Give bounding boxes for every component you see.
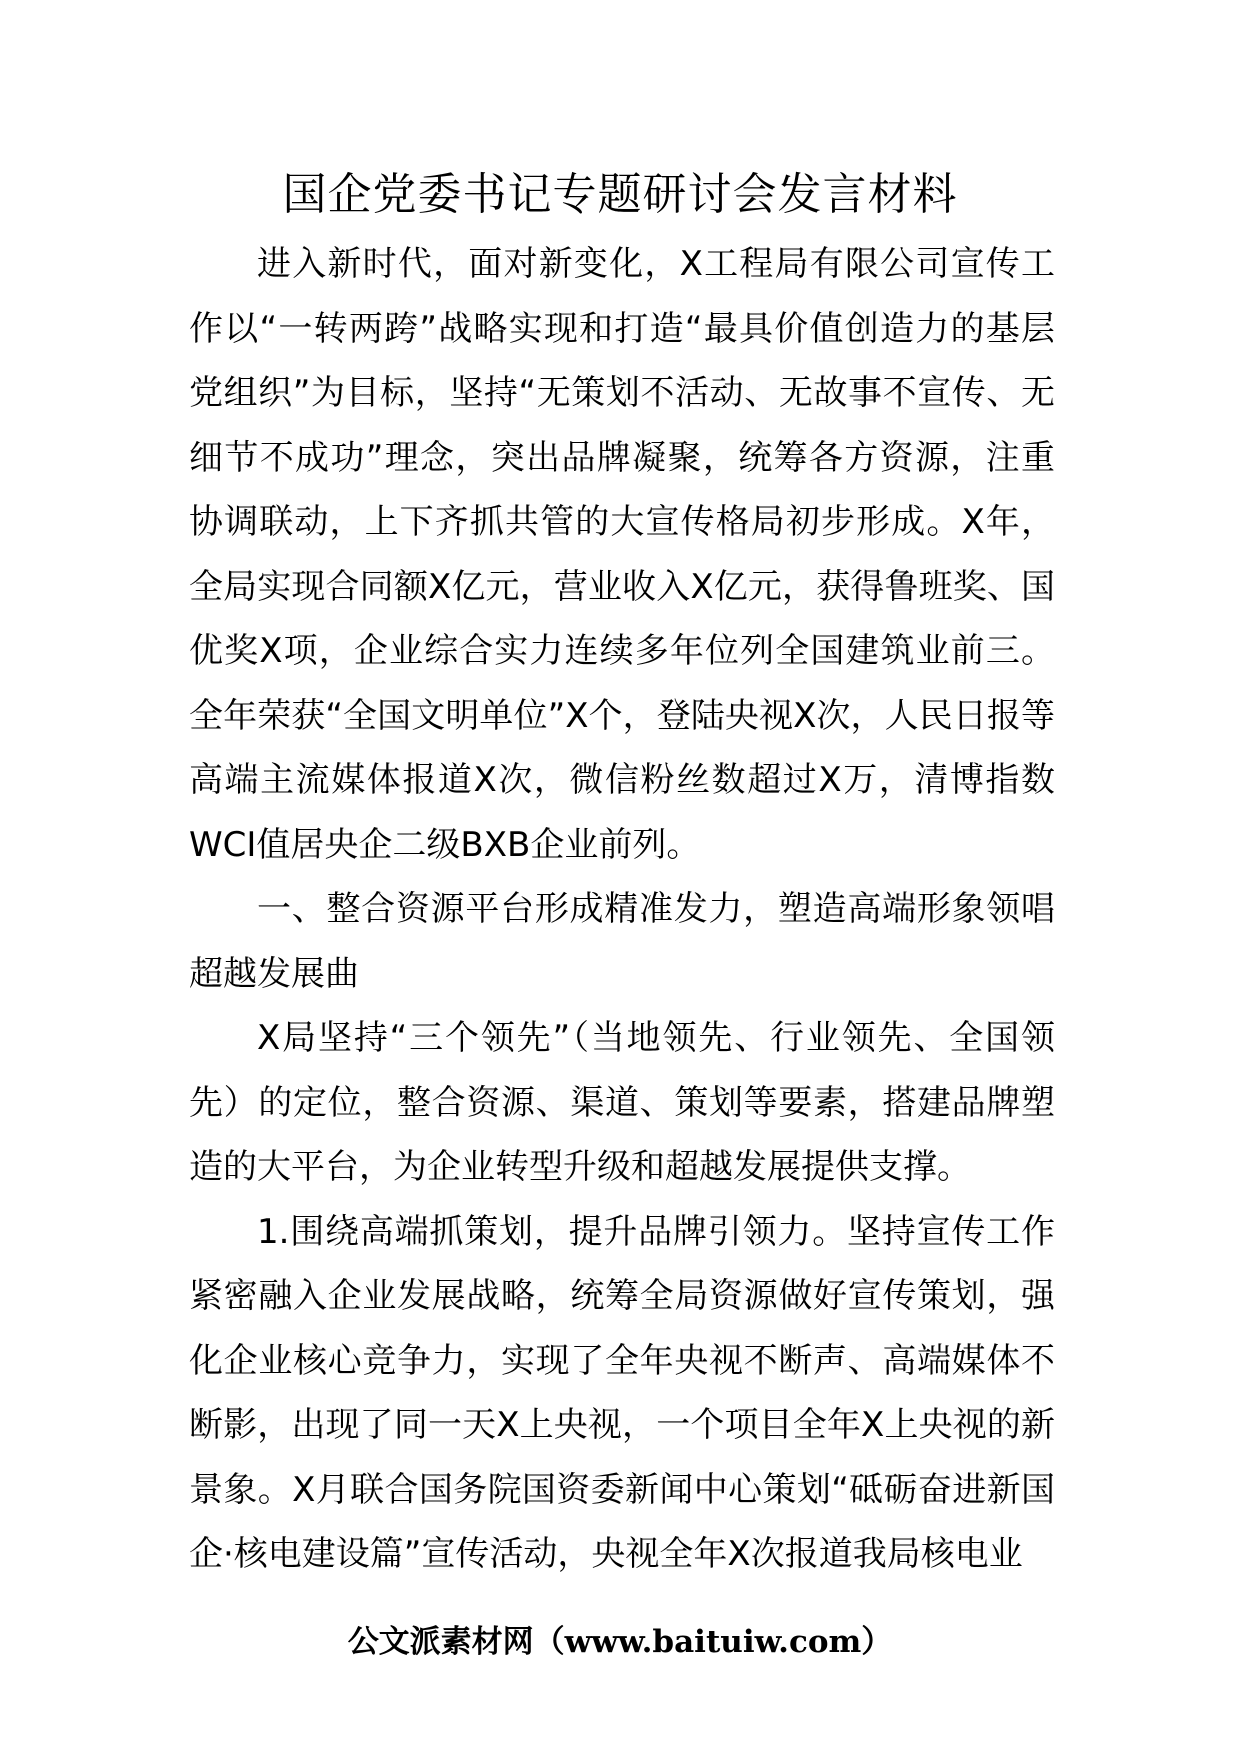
document-title: 国企党委书记专题研讨会发言材料 (282, 169, 958, 220)
document-body (189, 232, 1055, 1587)
paragraph-item-1: 1.围绕高端抓策划，提升品牌引领力。坚持宣传工作紧密融入企业发展战略，统筹全局资源做好宣传策划，强化企业核心竞争力，实现了全年央视不断声、高端媒体不断影，出现了同一天X上央视，一个项目全年X上央视的新景象。X月联合国务院国资委新闻中心策划“砥砺奋进新国企·核电建设篇”宣传活动，央视全年X次报道我局核电业 (189, 1211, 1055, 1574)
section-heading-1: 一、整合资源平台形成精准发力，塑造高端形象领唱超越发展曲 (189, 889, 1055, 994)
paragraph-intro: 进入新时代，面对新变化，X工程局有限公司宣传工作以“一转两跨”战略实现和打造“最具价值创造力的基层党组织”为目标，坚持“无策划不活动、无故事不宣传、无细节不成功”理念，突出品牌凝聚，统筹各方资源，注重协调联动，上下齐抓共管的大宣传格局初步形成。X年，全局实现合同额X亿元，营业收入X亿元，获得鲁班奖、国优奖X项，企业综合实力连续多年位列全国建筑业前三。全年荣获“全国文明单位”X个，登陆央视X次，人民日报等高端主流媒体报道X次，微信粉丝数超过X万，清博指数WCI值居央企二级BXB企业前列。 (189, 244, 1055, 865)
paragraph-section-1: X局坚持“三个领先”（当地领先、行业领先、全国领先）的定位，整合资源、渠道、策划等要素，搭建品牌塑造的大平台，为企业转型升级和超越发展提供支撑。 (189, 1018, 1055, 1187)
footer-watermark: 公文派素材网（www.baituiw.com） (347, 1624, 893, 1660)
